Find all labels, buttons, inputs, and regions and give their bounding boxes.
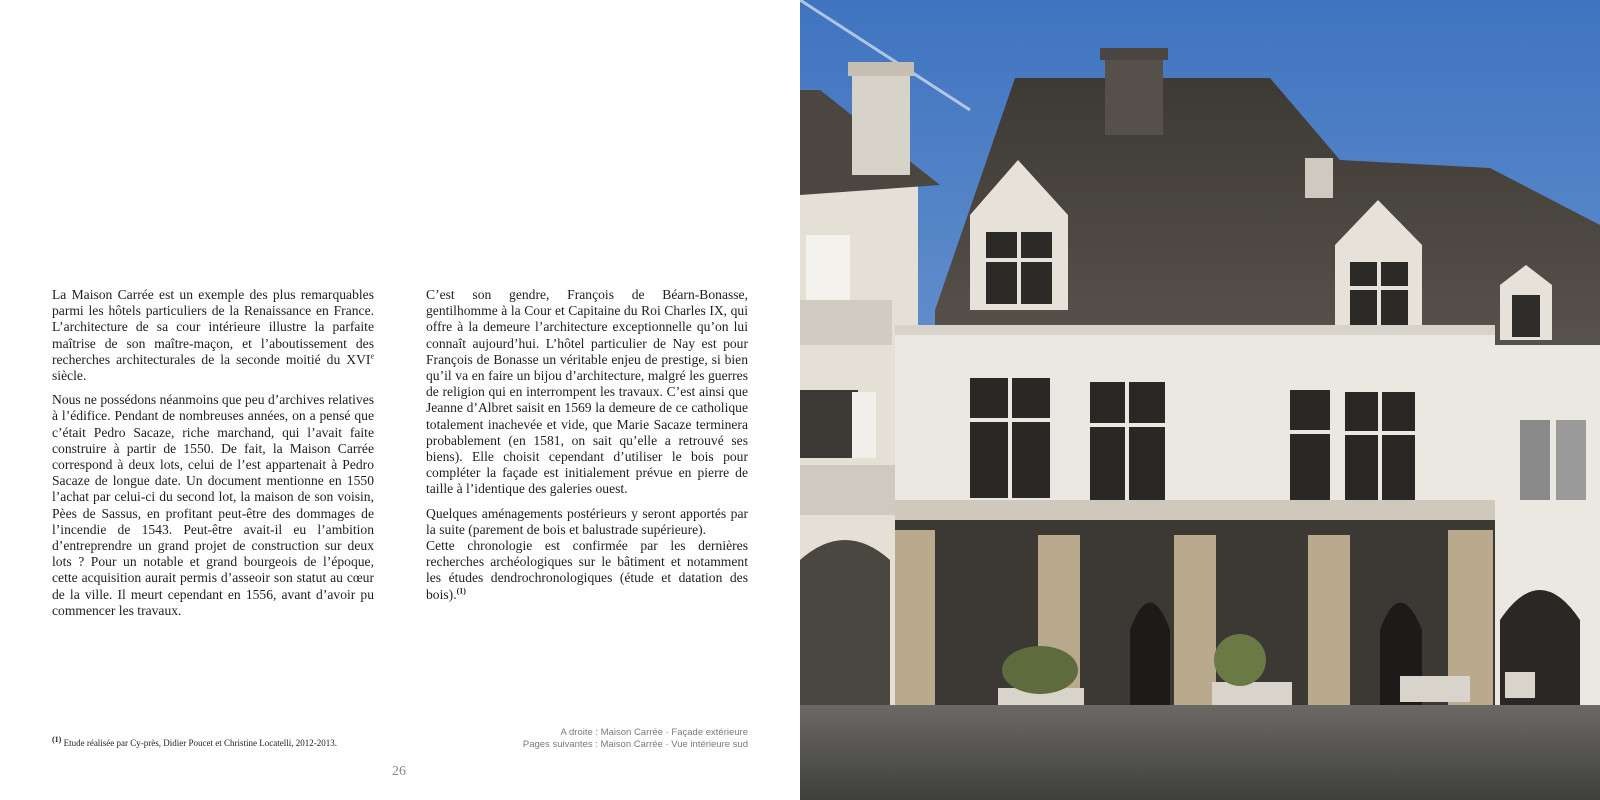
caption-line: Pages suivantes : Maison Carrée · Vue intérieure sud <box>522 738 748 750</box>
photo-captions <box>428 727 748 750</box>
paragraph-text-end: siècle. <box>52 368 87 384</box>
footnote <box>52 735 337 748</box>
page-number: 26 <box>392 764 406 779</box>
footnote-reference: (1) <box>456 586 466 596</box>
paragraph-text: Cette chronologie est confirmée par les dernières recherches archéologiques sur le bâtiment et notamment les études dendrochronologiques (étude et datation des bois). <box>426 538 748 602</box>
caption-line: A droite : Maison Carrée · Façade extérieure <box>560 727 748 738</box>
text-column-right <box>426 287 748 611</box>
facade-photo <box>800 0 1600 800</box>
superscript: e <box>370 351 374 361</box>
paragraph: Quelques aménagements postérieurs y seront apportés par la suite (parement de bois et balustrade supérieure). <box>426 505 748 537</box>
paragraph: Nous ne possédons néanmoins que peu d’archives relatives à l’édifice. Pendant de nombreuses années, on a pensé que c’était Pedro Sacaze, riche marchand, qui l’avait faite construire à partir de 1550. De fait, la Maison Carrée correspond à deux lots, celui de l’est appartenait à Pedro Sacaze de longue date. Un document mentionne en 1550 l’achat par celui-ci du second lot, la maison de son voisin, Pèes de Sassus, en profitant peut-être des dommages de l’incendie de 1543. Peut-être avait-il eu l’ambition d’entreprendre un grand projet de construction sur deux lots ? Pour un notable et grand bourgeois de l’époque, cette acquisition aurait permis d’asseoir son statut au cœur de la ville. Il meurt cependant en 1556, avant d’avoir pu commencer les travaux. <box>52 392 375 618</box>
main-chimney <box>1105 55 1163 135</box>
text-column-left <box>52 287 374 627</box>
left-chimney <box>852 70 910 175</box>
pavement <box>800 705 1600 800</box>
paragraph <box>426 538 748 603</box>
paragraph-text: La Maison Carrée est un exemple des plus remarquables parmi les hôtels particuliers de la Renaissance en France. L’architecture de sa cour intérieure illustre la parfaite maîtrise de son maître-maçon, et l’aboutissement des recherches architecturales de la seconde moitié du XVI <box>52 287 374 367</box>
footnote-marker: (1) <box>52 735 62 744</box>
paragraph <box>52 287 374 384</box>
footnote-text: Etude réalisée par Cy-près, Didier Poucet et Christine Locatelli, 2012-2013. <box>61 738 337 748</box>
paragraph: C’est son gendre, François de Béarn-Bonasse, gentilhomme à la Cour et Capitaine du Roi Charles IX, qui offre à la demeure l’architecture exceptionnelle qu’on lui connaît aujourd’hui. L’hôtel particulier de Nay est pour François de Bonasse un véritable enjeu de prestige, si bien qu’il va en faire un bijou d’architecture, malgré les guerres de religion qui en interrompent les travaux. C’est ainsi que Jeanne d’Albret saisit en 1569 la demeure de ce catholique totalement inachevée et vide, que Marie Sacaze terminera probablement (en 1581, on sait qu’elle a retrouvé ses biens). Elle choisit cependant d’utiliser le bois pour compléter la façade est initialement prévue en pierre de taille à l’identique des galeries ouest. <box>426 287 748 497</box>
